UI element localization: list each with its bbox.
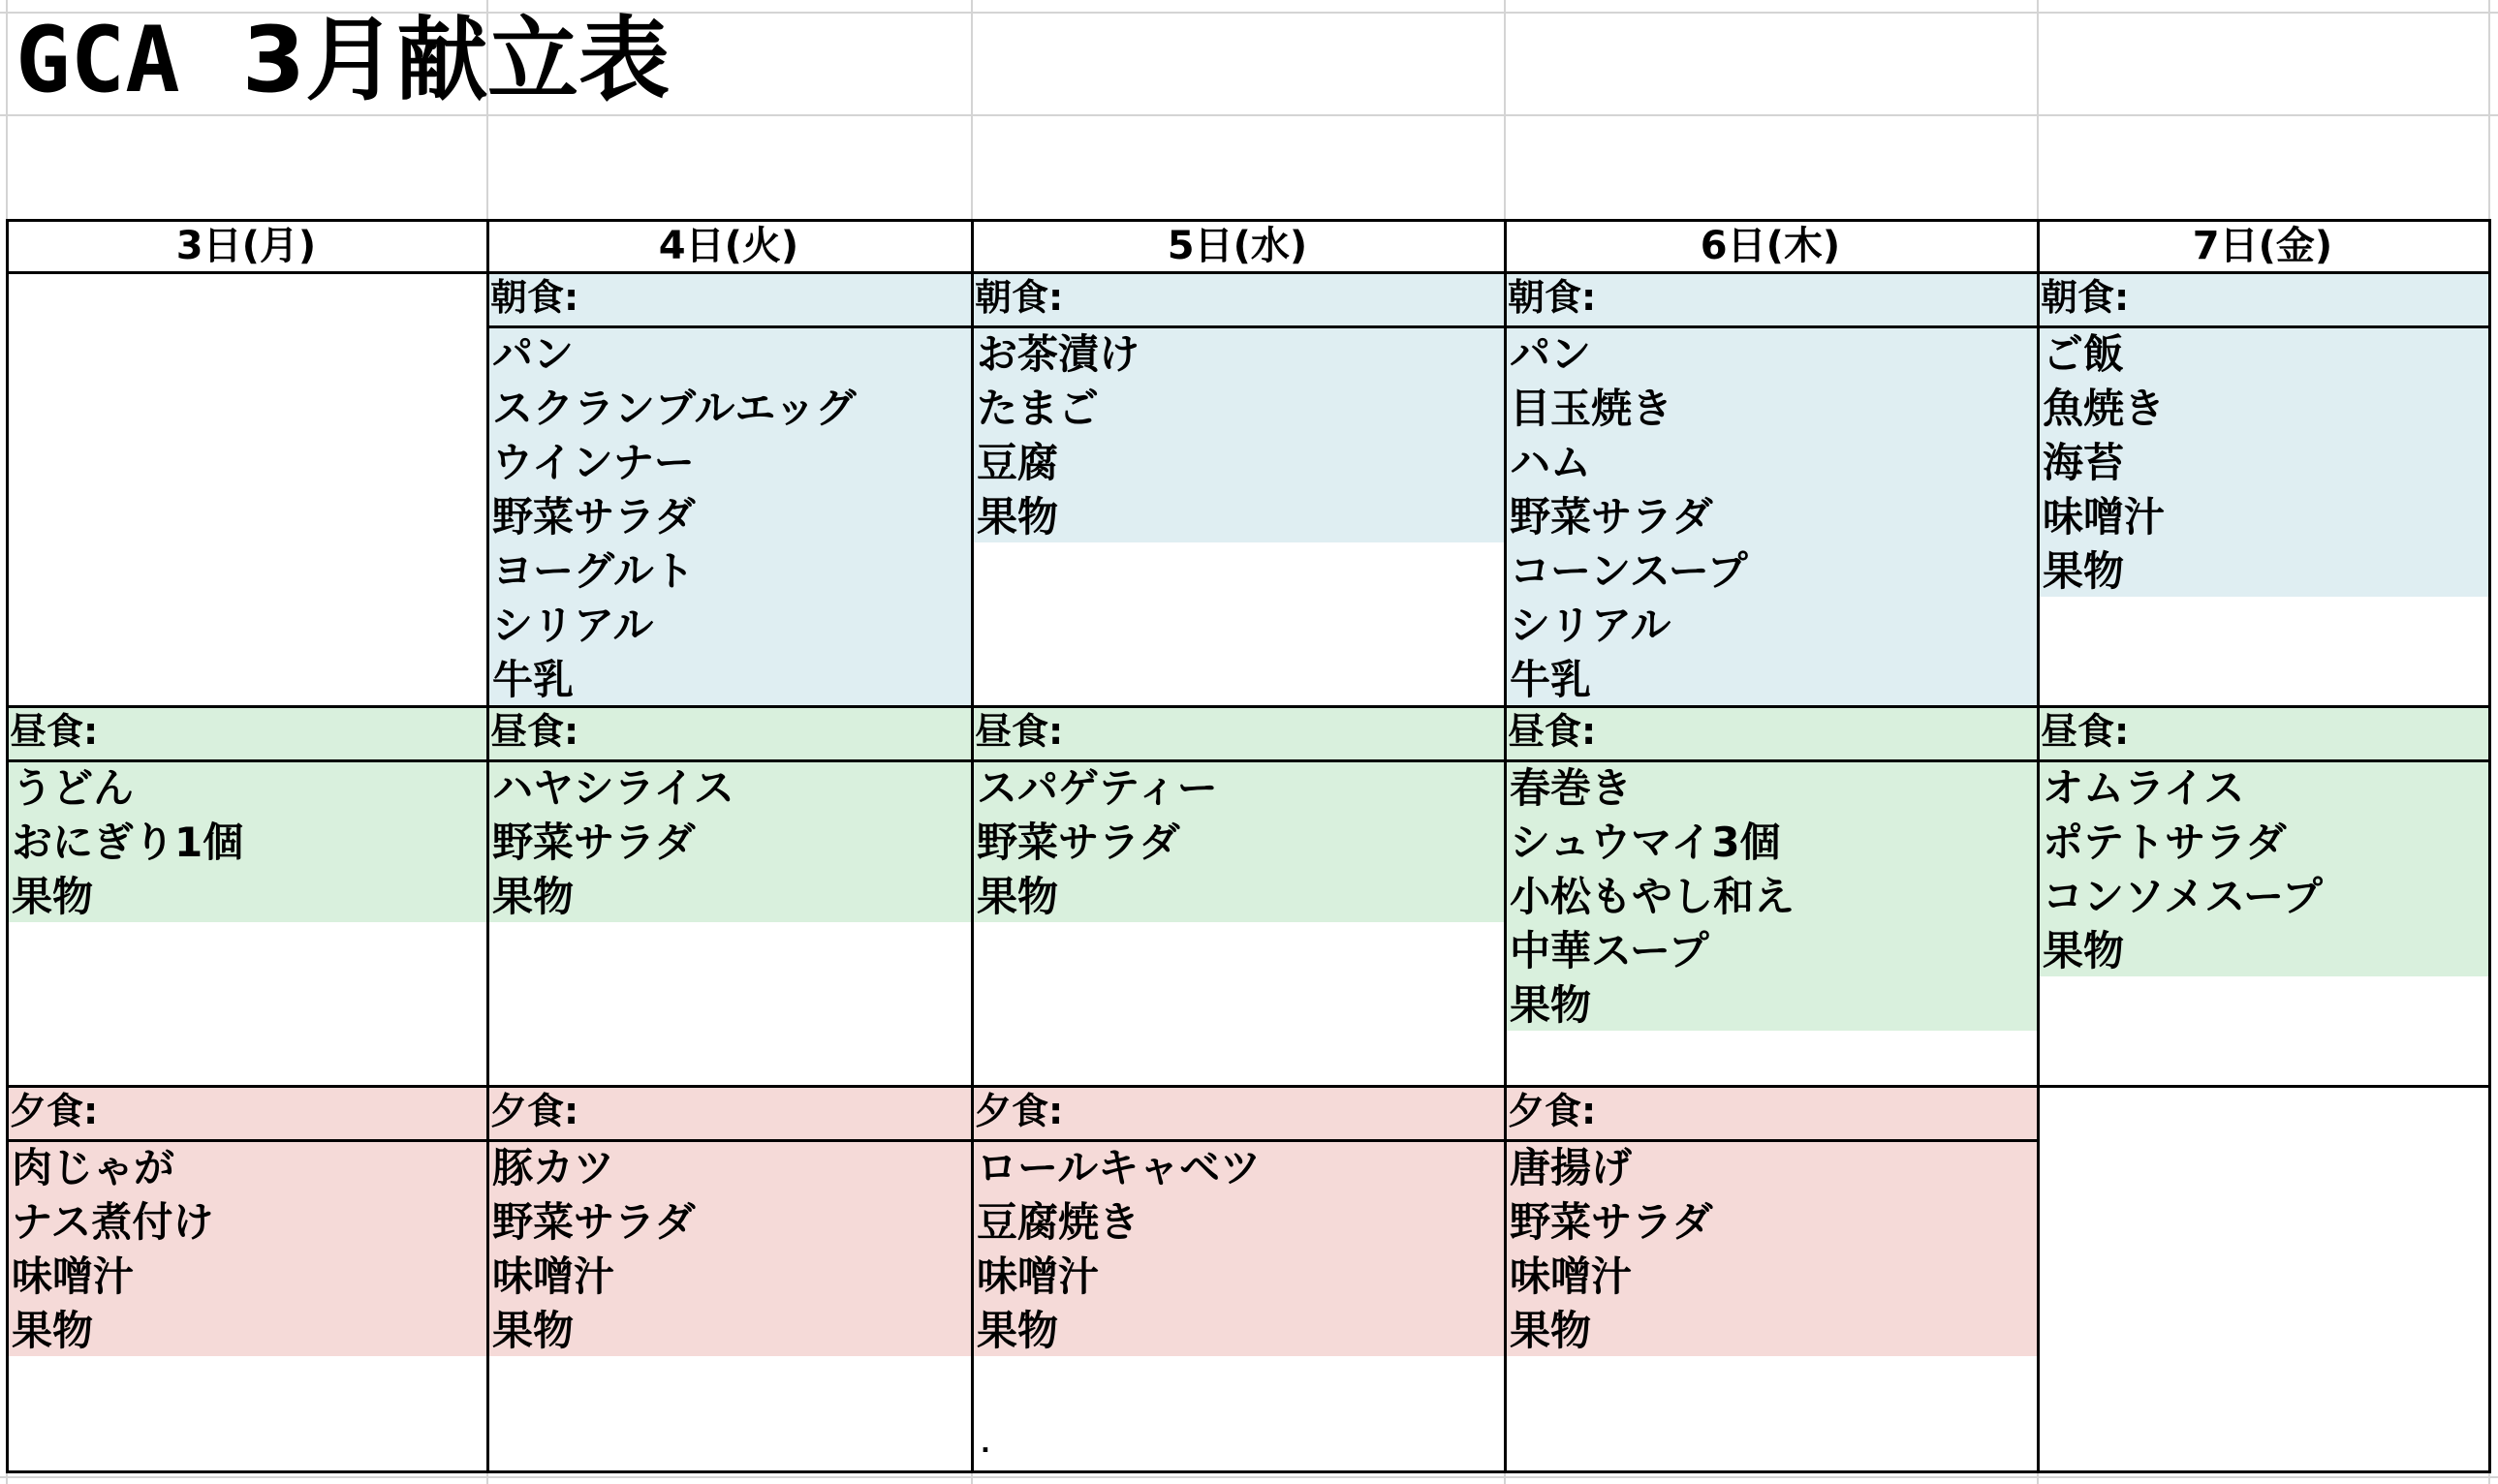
menu-item: スクランブルエッグ	[492, 385, 857, 432]
lunch-label: 昼食:	[975, 710, 1064, 753]
menu-item: 野菜サラダ	[492, 1198, 696, 1246]
menu-item: 海苔	[2043, 439, 2125, 486]
menu-item: 果物	[492, 1307, 575, 1354]
breakfast-items	[1506, 327, 2035, 707]
lunch-items	[973, 761, 1502, 924]
table-vertical-border	[971, 219, 974, 1470]
menu-item: たまご	[977, 385, 1100, 432]
menu-item: 野菜サラダ	[492, 819, 696, 866]
menu-item: 豚カツ	[492, 1144, 615, 1191]
table-horizontal-border	[6, 271, 2491, 274]
cell-note: .	[981, 1430, 990, 1459]
menu-item: パン	[492, 330, 575, 378]
breakfast-label: 朝食:	[490, 276, 579, 319]
menu-item: パン	[1510, 330, 1592, 378]
menu-item: 果物	[492, 873, 575, 920]
menu-item: 野菜サラダ	[1510, 1198, 1713, 1246]
menu-item: ポテトサラダ	[2043, 819, 2287, 866]
page-title	[16, 8, 670, 114]
lunch-label: 昼食:	[490, 710, 579, 753]
menu-item: 果物	[977, 493, 1059, 541]
menu-item: 果物	[12, 873, 94, 920]
menu-item: 野菜サラダ	[1510, 493, 1713, 541]
table-vertical-border	[2037, 219, 2040, 1470]
dinner-label: 夕食:	[490, 1090, 579, 1132]
dinner-label: 夕食:	[975, 1090, 1064, 1132]
menu-item: 牛乳	[1510, 656, 1592, 703]
menu-item: 小松もやし和え	[1510, 873, 1795, 920]
day-header: 6日(木)	[1700, 224, 1841, 268]
menu-item: 春巻き	[1510, 764, 1633, 812]
table-vertical-border	[2488, 219, 2491, 1470]
table-horizontal-border	[6, 1085, 2491, 1088]
title-month: 3月献立表	[241, 8, 671, 113]
dinner-items	[488, 1141, 969, 1358]
menu-item: お茶漬け	[977, 330, 1140, 378]
day-header: 4日(火)	[658, 224, 799, 268]
menu-item: 果物	[977, 873, 1059, 920]
menu-item: 味噌汁	[1510, 1252, 1633, 1300]
menu-item: 果物	[977, 1307, 1059, 1354]
menu-item: 魚焼き	[2043, 385, 2166, 432]
table-horizontal-border	[6, 219, 2491, 222]
dinner-items	[8, 1141, 484, 1358]
menu-item: 味噌汁	[977, 1252, 1100, 1300]
lunch-label: 昼食:	[10, 710, 99, 753]
menu-item: おにぎり1個	[12, 819, 244, 866]
menu-item: 肉じゃが	[12, 1144, 175, 1191]
menu-item: オムライス	[2043, 764, 2245, 812]
menu-item: ウインナー	[492, 439, 695, 486]
gridline	[0, 114, 2498, 116]
breakfast-items	[973, 327, 1502, 544]
day-header: 7日(金)	[2192, 224, 2333, 268]
breakfast-label: 朝食:	[2041, 276, 2130, 319]
day-header: 5日(水)	[1167, 224, 1308, 268]
menu-item: 豆腐焼き	[977, 1198, 1140, 1246]
menu-item: スパゲティー	[977, 764, 1218, 812]
menu-item: ご飯	[2043, 330, 2125, 378]
gridline	[0, 1476, 2498, 1478]
menu-item: 果物	[2043, 927, 2125, 974]
day-header: 3日(月)	[175, 224, 317, 268]
table-vertical-border	[486, 219, 489, 1470]
menu-item: ハム	[1510, 439, 1592, 486]
breakfast-items	[488, 327, 969, 707]
menu-item: シリアル	[1510, 602, 1671, 649]
table-horizontal-border	[6, 705, 2491, 708]
menu-item: ナス煮付け	[12, 1198, 214, 1246]
lunch-label: 昼食:	[2041, 710, 2130, 753]
lunch-items	[488, 761, 969, 924]
menu-item: うどん	[12, 764, 135, 812]
dinner-label: 夕食:	[1508, 1090, 1597, 1132]
menu-item: ヨーグルト	[492, 547, 695, 595]
menu-item: 味噌汁	[2043, 493, 2166, 541]
title-code: GCA	[16, 8, 180, 113]
menu-item: 唐揚げ	[1510, 1144, 1633, 1191]
menu-item: 果物	[12, 1307, 94, 1354]
menu-item: シリアル	[492, 602, 654, 649]
lunch-label: 昼食:	[1508, 710, 1597, 753]
menu-item: 果物	[1510, 1307, 1592, 1354]
menu-item: 野菜サラダ	[977, 819, 1180, 866]
menu-item: 果物	[1510, 981, 1592, 1029]
menu-item: ロールキャベツ	[977, 1144, 1262, 1191]
menu-item: コンソメスープ	[2043, 873, 2323, 920]
dinner-items	[973, 1141, 1502, 1358]
menu-item: シュウマイ3個	[1510, 819, 1781, 866]
breakfast-items	[2039, 327, 2486, 599]
lunch-items	[2039, 761, 2486, 978]
dinner-items	[1506, 1141, 2035, 1358]
table-vertical-border	[6, 219, 9, 1470]
menu-item: 野菜サラダ	[492, 493, 696, 541]
menu-item: 牛乳	[492, 656, 575, 703]
menu-item: 味噌汁	[492, 1252, 615, 1300]
menu-item: 豆腐	[977, 439, 1059, 486]
lunch-items	[8, 761, 484, 924]
menu-item: コーンスープ	[1510, 547, 1748, 595]
menu-item: 中華スープ	[1510, 927, 1709, 974]
table-vertical-border	[1504, 219, 1507, 1470]
menu-item: 目玉焼き	[1510, 385, 1673, 432]
breakfast-label: 朝食:	[975, 276, 1064, 319]
menu-item: 果物	[2043, 547, 2125, 595]
menu-item: ハヤシライス	[492, 764, 734, 812]
lunch-items	[1506, 761, 2035, 1033]
dinner-label: 夕食:	[10, 1090, 99, 1132]
table-horizontal-border	[6, 1470, 2491, 1473]
menu-item: 味噌汁	[12, 1252, 135, 1300]
breakfast-label: 朝食:	[1508, 276, 1597, 319]
